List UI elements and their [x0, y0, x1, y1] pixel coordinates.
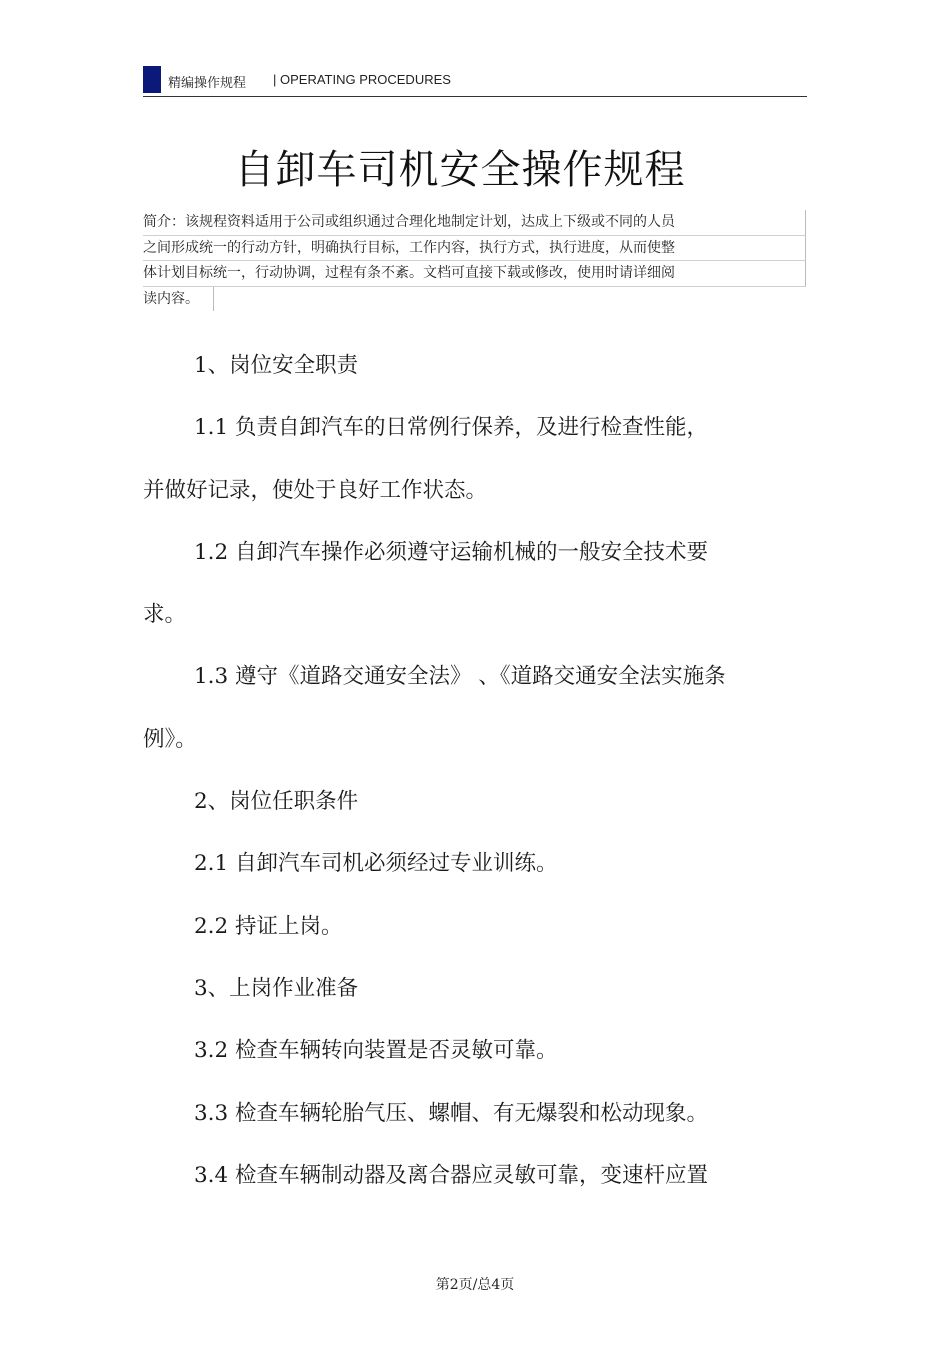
paragraph-line: 并做好记录，使处于良好工作状态。 — [143, 477, 488, 503]
paragraph-line: 2.2 持证上岗。 — [194, 913, 343, 939]
section-heading: 1、岗位安全职责 — [194, 353, 359, 378]
section-heading: 3、上岗作业准备 — [194, 975, 359, 1001]
logo-icon — [143, 66, 161, 93]
header-title-en: | OPERATING PROCEDURES — [273, 72, 451, 87]
page-number: 第2页/总4页 — [435, 1277, 515, 1293]
document-title: 自卸车司机安全操作规程 — [234, 147, 686, 193]
header-title-cn: 精编操作规程 — [168, 76, 247, 91]
page-header — [143, 66, 807, 97]
paragraph-line: 3.2 检查车辆转向装置是否灵敏可靠。 — [194, 1038, 558, 1064]
paragraph-line: 1.3 遵守《道路交通安全法》 、《道路交通安全法实施条 — [194, 664, 726, 690]
summary-box — [143, 210, 807, 315]
paragraph-line: 3.4 检查车辆制动器及离合器应灵敏可靠，变速杆应置 — [194, 1162, 709, 1188]
summary-line: 简介：该规程资料适用于公司或组织通过合理化地制定计划，达成上下级或不同的人员 — [143, 210, 806, 236]
summary-line: 读内容。 — [143, 287, 214, 312]
summary-line: 之间形成统一的行动方针，明确执行目标，工作内容，执行方式，执行进度，从而使整 — [143, 236, 806, 262]
document-body — [143, 335, 807, 1207]
paragraph-line: 2.1 自卸汽车司机必须经过专业训练。 — [194, 851, 558, 877]
paragraph-line: 3.3 检查车辆轮胎气压、螺帽、有无爆裂和松动现象。 — [194, 1100, 709, 1126]
paragraph-line: 例》。 — [143, 726, 197, 752]
paragraph-line: 1.1 负责自卸汽车的日常例行保养，及进行检查性能， — [194, 415, 709, 441]
summary-line: 体计划目标统一，行动协调，过程有条不紊。文档可直接下载或修改，使用时请详细阅 — [143, 261, 806, 287]
paragraph-line: 1.2 自卸汽车操作必须遵守运输机械的一般安全技术要 — [194, 539, 709, 565]
paragraph-line: 求。 — [143, 602, 187, 628]
section-heading: 2、岗位任职条件 — [194, 789, 359, 815]
